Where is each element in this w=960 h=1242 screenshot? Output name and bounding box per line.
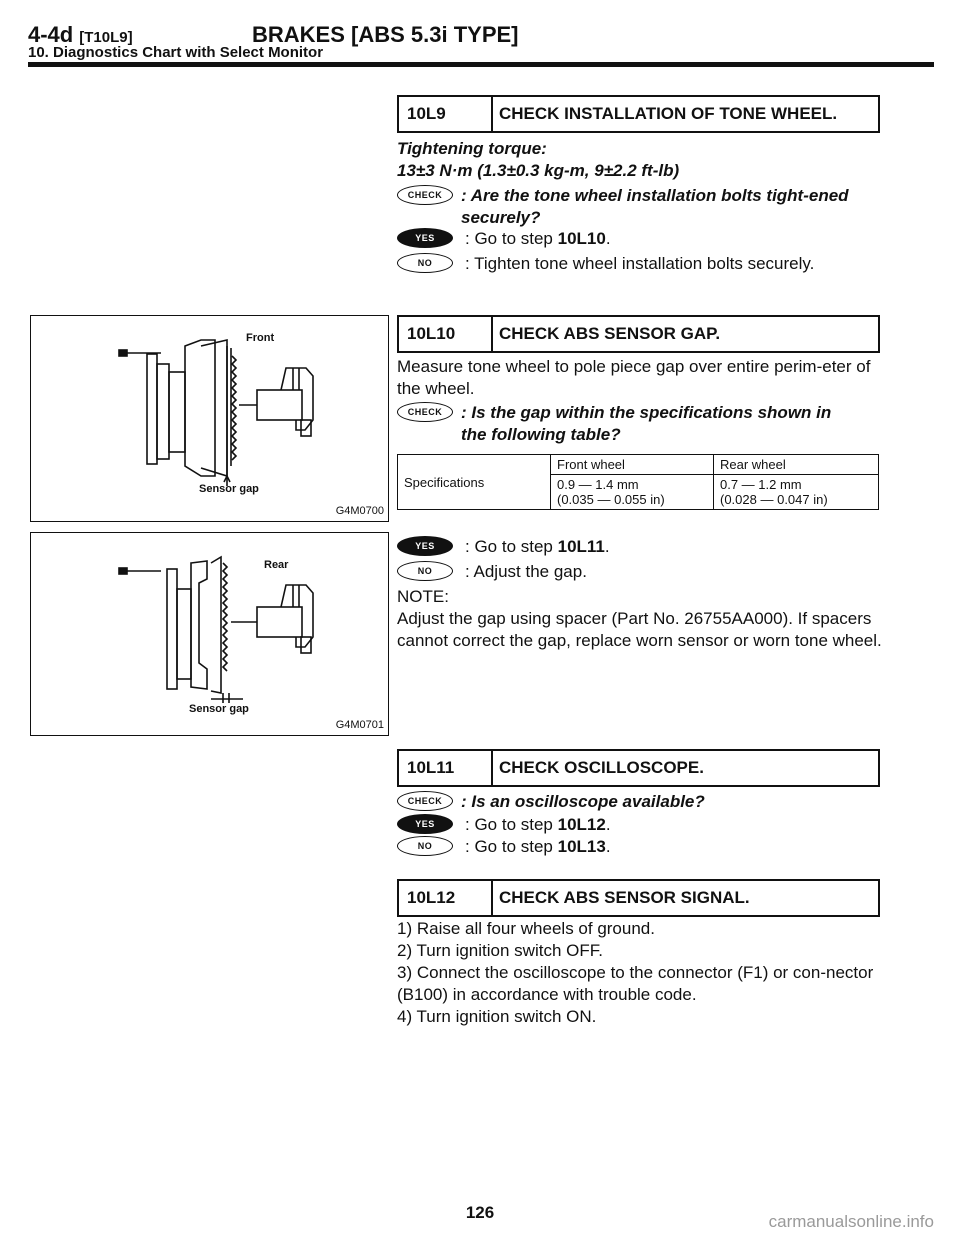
step-number: 10L10 (407, 324, 456, 343)
no-step-link[interactable]: 10L13 (557, 837, 606, 856)
page-number: 126 (465, 1203, 495, 1222)
list-item: 1) Raise all four wheels of ground. (397, 919, 655, 938)
spec-row-label: Specifications (398, 455, 551, 510)
yes-suffix: . (604, 537, 610, 556)
torque-label: Tightening torque: (397, 139, 547, 158)
step-10l9-yes (397, 228, 611, 250)
page-title: BRAKES [ABS 5.3i TYPE] (252, 22, 519, 47)
check-icon: CHECK (397, 402, 453, 422)
figure-rear-label: Rear (264, 559, 289, 571)
step-10l11-yes (397, 814, 611, 836)
col-header-rear: Rear wheel (714, 455, 879, 475)
step-title: CHECK ABS SENSOR GAP. (491, 317, 720, 351)
note-label: NOTE: (397, 587, 449, 606)
section-code-text: 4-4d (28, 22, 74, 47)
spec-rear-mm: 0.7 — 1.2 mm (720, 477, 802, 492)
figure-rear-gap-label: Sensor gap (189, 703, 249, 715)
figure-front-code: G4M0700 (335, 505, 384, 517)
step-title: CHECK OSCILLOSCOPE. (491, 751, 704, 785)
spec-rear-in: (0.028 — 0.047 in) (720, 492, 828, 507)
yes-prefix: : Go to step (465, 815, 558, 834)
check-question: : Is an oscilloscope available? (461, 792, 705, 811)
step-10l11-box (397, 749, 880, 787)
watermark: carmanualsonline.info (768, 1212, 934, 1231)
step-10l10-box (397, 315, 880, 353)
step-title: CHECK ABS SENSOR SIGNAL. (491, 881, 750, 915)
step-10l10-no (397, 561, 587, 583)
step-10l11-no (397, 836, 611, 858)
col-header-front: Front wheel (551, 455, 714, 475)
spec-rear-value (714, 475, 879, 510)
page-subtitle: 10. Diagnostics Chart with Select Monitor (28, 44, 324, 61)
yes-icon: YES (397, 228, 453, 248)
yes-suffix: . (605, 229, 611, 248)
step-title: CHECK INSTALLATION OF TONE WHEEL. (491, 97, 837, 131)
list-item: 4) Turn ignition switch ON. (397, 1007, 597, 1026)
step-10l9-no (397, 253, 814, 275)
step-10l9-box (397, 95, 880, 133)
figure-front-gap-label: Sensor gap (199, 483, 259, 495)
no-text: : Tighten tone wheel installation bolts securely. (465, 254, 815, 273)
no-icon: NO (397, 561, 453, 581)
yes-icon: YES (397, 814, 453, 834)
step-10l12-box (397, 879, 880, 917)
yes-step-link[interactable]: 10L12 (557, 815, 606, 834)
step-10l12-list (397, 918, 882, 1028)
step-number: 10L11 (407, 758, 455, 777)
step-number: 10L12 (407, 888, 456, 907)
figure-front-label: Front (246, 332, 275, 344)
torque-value: 13±3 N·m (1.3±0.3 kg-m, 9±2.2 ft-lb) (397, 161, 680, 180)
check-question: : Are the tone wheel installation bolts tight-ened securely? (461, 186, 849, 227)
no-icon: NO (397, 253, 453, 273)
yes-step-link[interactable]: 10L11 (557, 537, 605, 556)
figure-front (30, 315, 389, 522)
yes-prefix: : Go to step (465, 229, 558, 248)
yes-step-link[interactable]: 10L10 (557, 229, 606, 248)
step-number: 10L9 (407, 104, 446, 123)
step-10l10-check (397, 402, 877, 446)
check-icon: CHECK (397, 185, 453, 205)
list-item: 3) Connect the oscilloscope to the connector (F1) or con-nector (B100) in accordance with trouble code. (397, 963, 874, 1004)
no-text: : Adjust the gap. (465, 562, 587, 581)
yes-icon: YES (397, 536, 453, 556)
gap-spec-table (397, 454, 879, 510)
yes-prefix: : Go to step (465, 537, 558, 556)
step-10l10-intro: Measure tone wheel to pole piece gap over entire perim-eter of the wheel. (397, 357, 871, 398)
section-tag: [T10L9] (79, 29, 133, 46)
figure-rear (30, 532, 389, 736)
no-suffix: . (605, 837, 611, 856)
step-10l10-yes (397, 536, 610, 558)
spec-front-mm: 0.9 — 1.4 mm (557, 477, 639, 492)
no-icon: NO (397, 836, 453, 856)
no-prefix: : Go to step (465, 837, 558, 856)
yes-suffix: . (605, 815, 611, 834)
spec-front-value (551, 475, 714, 510)
list-item: 2) Turn ignition switch OFF. (397, 941, 603, 960)
figure-rear-code: G4M0701 (335, 719, 384, 731)
step-10l9-check (397, 185, 877, 229)
note-text: Adjust the gap using spacer (Part No. 26755AA000). If spacers cannot correct the gap, replace worn sensor or worn tone wheel. (397, 609, 882, 650)
spec-front-in: (0.035 — 0.055 in) (557, 492, 665, 507)
check-icon: CHECK (397, 791, 453, 811)
step-10l11-check (397, 791, 705, 813)
check-question: : Is the gap within the specifications shown in the following table? (461, 403, 832, 444)
header-rule (28, 62, 934, 67)
